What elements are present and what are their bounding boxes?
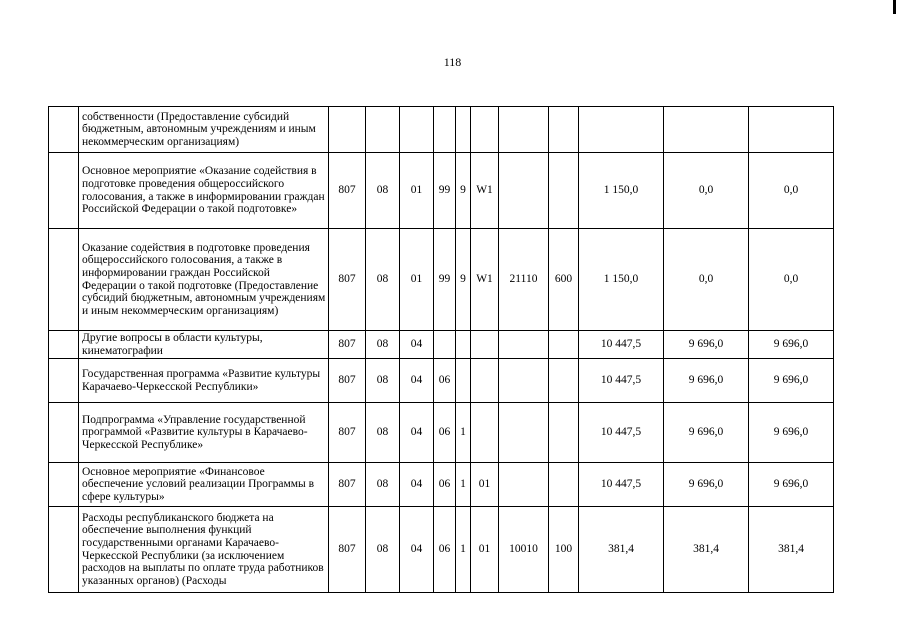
subprogram-code-cell: 1 [456, 463, 471, 507]
direction-code-cell [499, 463, 549, 507]
direction-code-cell [499, 359, 549, 403]
section-code-cell: 08 [366, 331, 400, 359]
amount-year-3-cell: 381,4 [749, 507, 834, 593]
amount-year-2-cell: 9 696,0 [664, 403, 749, 463]
table-row [49, 463, 834, 507]
direction-code-cell [499, 153, 549, 229]
amount-year-3-cell: 9 696,0 [749, 331, 834, 359]
program-code-cell: 06 [434, 403, 456, 463]
program-code-cell: 06 [434, 507, 456, 593]
subsection-code-cell: 04 [400, 507, 434, 593]
expense-type-code-cell [549, 463, 579, 507]
item-name-cell: собственности (Предоставление субсидий бюджетным, автономным учреждениям и иным некоммерческим организациям) [79, 107, 329, 153]
subprogram-code-cell: 1 [456, 507, 471, 593]
program-code-cell [434, 107, 456, 153]
row-number-cell [49, 359, 79, 403]
amount-year-2-cell: 0,0 [664, 229, 749, 331]
section-code-cell: 08 [366, 229, 400, 331]
amount-year-1-cell: 10 447,5 [579, 359, 664, 403]
amount-year-3-cell: 9 696,0 [749, 359, 834, 403]
row-number-cell [49, 153, 79, 229]
row-number-cell [49, 107, 79, 153]
budget-table [48, 106, 834, 593]
amount-year-3-cell [749, 107, 834, 153]
program-code-cell: 99 [434, 229, 456, 331]
chapter-code-cell: 807 [329, 359, 366, 403]
activity-code-cell: 01 [471, 463, 499, 507]
amount-year-3-cell: 9 696,0 [749, 403, 834, 463]
section-code-cell: 08 [366, 507, 400, 593]
amount-year-3-cell: 9 696,0 [749, 463, 834, 507]
table-row [49, 507, 834, 593]
row-number-cell [49, 507, 79, 593]
item-name-cell: Другие вопросы в области культуры, кинематографии [79, 331, 329, 359]
table-row [49, 229, 834, 331]
subsection-code-cell: 04 [400, 331, 434, 359]
chapter-code-cell: 807 [329, 507, 366, 593]
subprogram-code-cell: 9 [456, 153, 471, 229]
section-code-cell: 08 [366, 463, 400, 507]
item-name-cell: Расходы республиканского бюджета на обеспечение выполнения функций государственными органами Карачаево-Черкесской Республики (за исключением расходов на выплаты по оплате труда работников указанных органов) (Расходы [79, 507, 329, 593]
table-row [49, 153, 834, 229]
table-row [49, 107, 834, 153]
amount-year-1-cell: 1 150,0 [579, 229, 664, 331]
direction-code-cell [499, 331, 549, 359]
row-number-cell [49, 331, 79, 359]
subprogram-code-cell: 9 [456, 229, 471, 331]
subsection-code-cell [400, 107, 434, 153]
subprogram-code-cell [456, 331, 471, 359]
amount-year-3-cell: 0,0 [749, 229, 834, 331]
program-code-cell: 06 [434, 359, 456, 403]
subsection-code-cell: 01 [400, 153, 434, 229]
row-number-cell [49, 229, 79, 331]
subsection-code-cell: 04 [400, 359, 434, 403]
amount-year-2-cell: 381,4 [664, 507, 749, 593]
amount-year-2-cell: 9 696,0 [664, 463, 749, 507]
program-code-cell [434, 331, 456, 359]
amount-year-3-cell: 0,0 [749, 153, 834, 229]
amount-year-1-cell [579, 107, 664, 153]
activity-code-cell [471, 107, 499, 153]
chapter-code-cell: 807 [329, 463, 366, 507]
expense-type-code-cell: 600 [549, 229, 579, 331]
expense-type-code-cell: 100 [549, 507, 579, 593]
chapter-code-cell: 807 [329, 331, 366, 359]
activity-code-cell: W1 [471, 229, 499, 331]
subprogram-code-cell: 1 [456, 403, 471, 463]
row-number-cell [49, 463, 79, 507]
amount-year-2-cell [664, 107, 749, 153]
section-code-cell: 08 [366, 153, 400, 229]
program-code-cell: 99 [434, 153, 456, 229]
amount-year-2-cell: 9 696,0 [664, 331, 749, 359]
section-code-cell: 08 [366, 359, 400, 403]
item-name-cell: Оказание содействия в подготовке проведения общероссийского голосования, а также в информировании граждан Российской Федерации о такой подготовке (Предоставление субсидий бюджетным, автономным учреждениям и иным некоммерческим организациям) [79, 229, 329, 331]
item-name-cell: Государственная программа «Развитие культуры Карачаево-Черкесской Республики» [79, 359, 329, 403]
page-number: 118 [443, 55, 462, 69]
item-name-cell: Подпрограмма «Управление государственной программой «Развитие культуры в Карачаево-Черкесской Республике» [79, 403, 329, 463]
amount-year-1-cell: 10 447,5 [579, 463, 664, 507]
expense-type-code-cell [549, 359, 579, 403]
activity-code-cell [471, 359, 499, 403]
direction-code-cell: 21110 [499, 229, 549, 331]
expense-type-code-cell [549, 403, 579, 463]
amount-year-2-cell: 0,0 [664, 153, 749, 229]
section-code-cell [366, 107, 400, 153]
amount-year-2-cell: 9 696,0 [664, 359, 749, 403]
table-row [49, 403, 834, 463]
subsection-code-cell: 04 [400, 403, 434, 463]
chapter-code-cell: 807 [329, 153, 366, 229]
amount-year-1-cell: 10 447,5 [579, 331, 664, 359]
direction-code-cell [499, 107, 549, 153]
amount-year-1-cell: 1 150,0 [579, 153, 664, 229]
amount-year-1-cell: 381,4 [579, 507, 664, 593]
activity-code-cell [471, 331, 499, 359]
expense-type-code-cell [549, 331, 579, 359]
chapter-code-cell: 807 [329, 403, 366, 463]
direction-code-cell [499, 403, 549, 463]
activity-code-cell [471, 403, 499, 463]
program-code-cell: 06 [434, 463, 456, 507]
amount-year-1-cell: 10 447,5 [579, 403, 664, 463]
subprogram-code-cell [456, 107, 471, 153]
activity-code-cell: W1 [471, 153, 499, 229]
chapter-code-cell: 807 [329, 229, 366, 331]
expense-type-code-cell [549, 107, 579, 153]
section-code-cell: 08 [366, 403, 400, 463]
scan-edge-mark [893, 0, 896, 14]
subsection-code-cell: 01 [400, 229, 434, 331]
table-body [49, 107, 834, 593]
subprogram-code-cell [456, 359, 471, 403]
item-name-cell: Основное мероприятие «Оказание содействия в подготовке проведения общероссийского голосования, а также в информировании граждан Российской Федерации о такой подготовке» [79, 153, 329, 229]
direction-code-cell: 10010 [499, 507, 549, 593]
row-number-cell [49, 403, 79, 463]
activity-code-cell: 01 [471, 507, 499, 593]
table-row [49, 331, 834, 359]
expense-type-code-cell [549, 153, 579, 229]
chapter-code-cell [329, 107, 366, 153]
table-row [49, 359, 834, 403]
subsection-code-cell: 04 [400, 463, 434, 507]
item-name-cell: Основное мероприятие «Финансовое обеспечение условий реализации Программы в сфере культуры» [79, 463, 329, 507]
